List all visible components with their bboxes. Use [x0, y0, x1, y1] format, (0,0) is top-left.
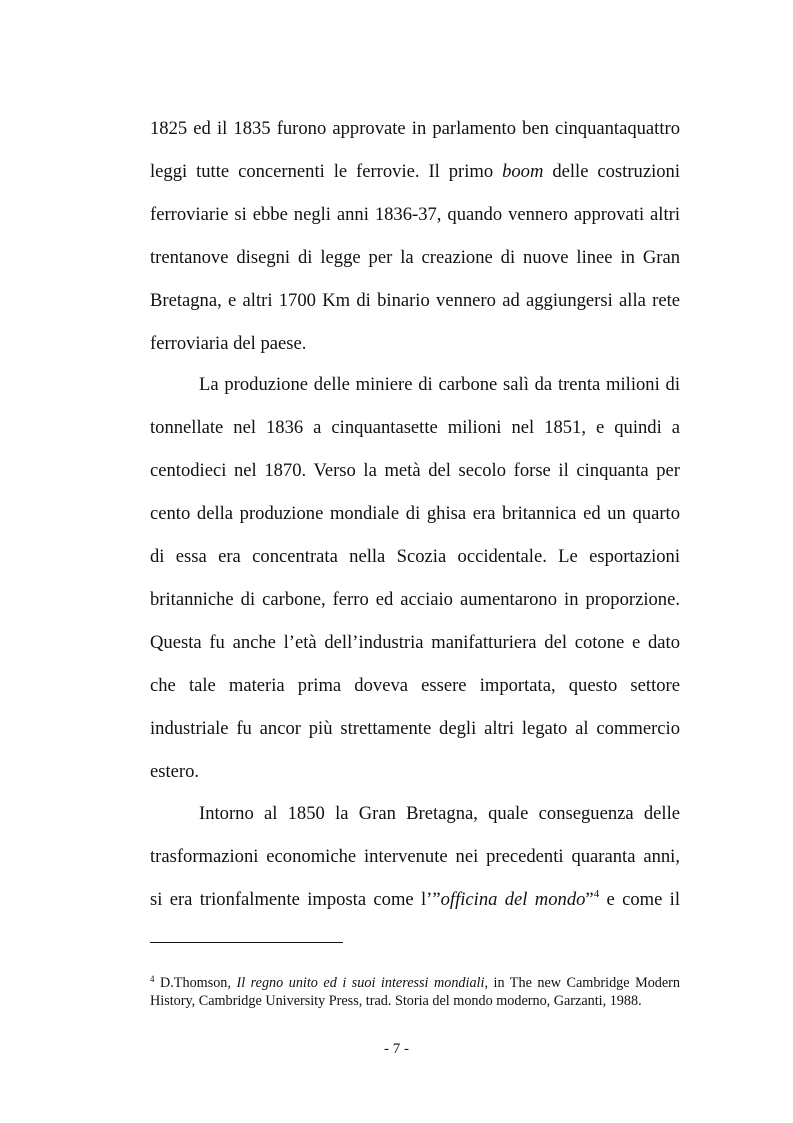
body-line: cento della produzione mondiale di ghisa era britannica ed un quarto [150, 503, 680, 524]
body-line: trentanove disegni di legge per la creazione di nuove linee in Gran [150, 247, 680, 268]
footnote-number: 4 [150, 974, 155, 984]
page-number: - 7 - [384, 1041, 409, 1057]
body-line: britanniche di carbone, ferro ed acciaio aumentarono in proporzione. [150, 589, 680, 610]
footnote-reference[interactable]: 4 [593, 888, 600, 900]
body-line: La produzione delle miniere di carbone salì da trenta milioni di [199, 374, 680, 395]
body-line: ferroviaria del paese. [150, 333, 307, 354]
footnote-line [150, 974, 680, 992]
footnote-text: , in The new Cambridge Modern [484, 975, 680, 991]
body-line: Questa fu anche l’età dell’industria manifatturiera del cotone e dato [150, 632, 680, 653]
body-line: trasformazioni economiche intervenute nei precedenti quaranta anni, [150, 846, 680, 867]
body-line: centodieci nel 1870. Verso la metà del secolo forse il cinquanta per [150, 460, 680, 481]
body-line: Intorno al 1850 la Gran Bretagna, quale conseguenza delle [199, 803, 680, 824]
body-line [150, 889, 680, 911]
body-line [150, 161, 680, 183]
body-line: estero. [150, 761, 200, 782]
body-text: e come il [599, 889, 681, 910]
footnote-line: History, Cambridge University Press, trad. Storia del mondo moderno, Garzanti, 1988. [150, 993, 642, 1009]
body-line: industriale fu ancor più strettamente degli altri legato al commercio [150, 718, 680, 739]
footnote-separator [150, 942, 343, 943]
body-text: leggi tutte concernenti le ferrovie. Il primo [150, 161, 503, 182]
body-line: ferroviarie si ebbe negli anni 1836-37, quando vennero approvati altri [150, 204, 680, 225]
body-line: tonnellate nel 1836 a cinquantasette milioni nel 1851, e quindi a [150, 417, 680, 438]
footnote-text: D.Thomson, [154, 975, 237, 991]
italic-term: boom [502, 161, 544, 182]
italic-term: officina del mondo [440, 889, 586, 910]
body-text: ” [585, 889, 594, 910]
body-line: che tale materia prima doveva essere importata, questo settore [150, 675, 680, 696]
body-text: delle costruzioni [543, 161, 680, 182]
body-line: di essa era concentrata nella Scozia occidentale. Le esportazioni [150, 546, 680, 567]
body-line: Bretagna, e altri 1700 Km di binario vennero ad aggiungersi alla rete [150, 290, 680, 311]
footnote-title: Il regno unito ed i suoi interessi mondiali [236, 975, 485, 991]
body-text: si era trionfalmente imposta come l’” [150, 889, 441, 910]
body-line: 1825 ed il 1835 furono approvate in parlamento ben cinquantaquattro [150, 118, 680, 139]
